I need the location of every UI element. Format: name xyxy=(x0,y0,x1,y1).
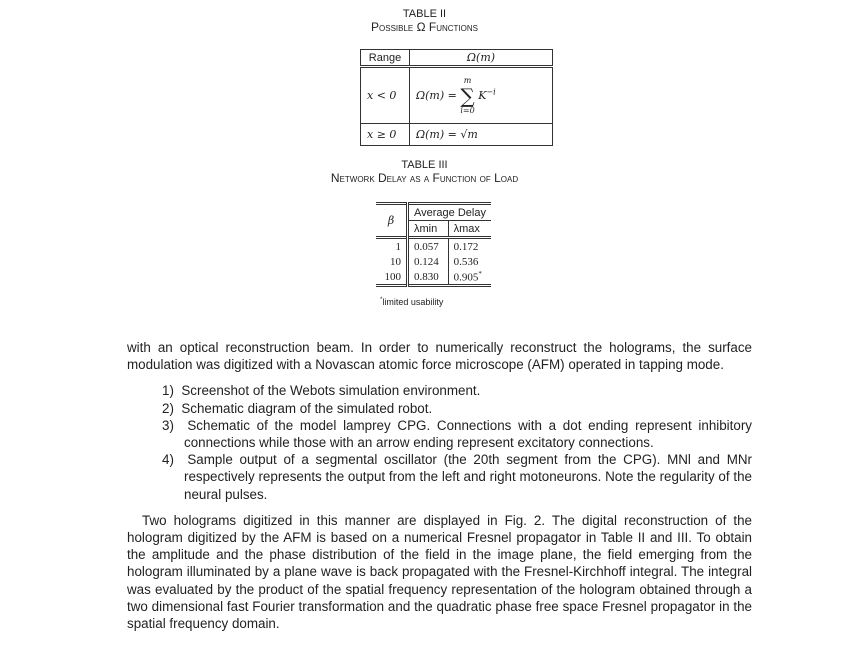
table2-title: Possible Ω Functions xyxy=(371,20,478,34)
cell: 0.830 xyxy=(408,269,449,286)
list-number: 1) xyxy=(162,383,182,399)
header-average-delay: Average Delay xyxy=(408,204,491,221)
list-number: 4) xyxy=(162,452,188,468)
formula-lhs: Ω(m) = xyxy=(416,88,461,102)
cell-value: 0.905 xyxy=(453,271,479,284)
list-number: 3) xyxy=(162,417,188,433)
sum-top: m xyxy=(463,75,472,85)
header-omega: Ω(m) xyxy=(410,50,553,67)
table-2 xyxy=(360,49,553,146)
cell: 0.124 xyxy=(408,254,449,269)
header-beta: β xyxy=(376,204,408,238)
table-3 xyxy=(376,202,491,287)
paragraph: with an optical reconstruction beam. In order to numerically reconstruct the holograms, the surface modulation was digitized with a Novascan atomic force microscope (AFM) operated in tapping mode. xyxy=(127,340,752,373)
list-item xyxy=(162,400,752,417)
table-footnote xyxy=(380,297,443,307)
sum-bottom: i=0 xyxy=(460,105,475,115)
cell: 0.172 xyxy=(453,240,479,253)
table3-label: TABLE III xyxy=(401,159,448,171)
exponent: −i xyxy=(486,86,496,96)
term: K xyxy=(478,88,487,102)
list-text: Schematic diagram of the simulated robot. xyxy=(181,400,433,416)
table-row xyxy=(376,269,491,286)
header-lambda-min: λmin xyxy=(408,221,449,238)
cell: 0.057 xyxy=(408,238,449,255)
formula-cell: Ω(m) = √m xyxy=(410,124,553,146)
cell: 1 xyxy=(376,238,408,255)
formula-cell xyxy=(410,67,553,124)
header-range: Range xyxy=(361,50,410,67)
figure-list xyxy=(127,382,752,502)
range-cell: x ≥ 0 xyxy=(361,124,410,146)
sum-sign: ∑ xyxy=(460,83,475,108)
body-text xyxy=(127,339,752,632)
list-text: Schematic of the model lamprey CPG. Connections with a dot ending represent inhibitory connections while those with an arrow ending represent excitatory connections. xyxy=(184,417,752,451)
list-item xyxy=(162,382,752,399)
cell: 100 xyxy=(376,269,408,286)
range-cell: x < 0 xyxy=(361,67,410,124)
footnote-text: limited usability xyxy=(382,297,444,307)
footnote-mark: * xyxy=(380,297,383,303)
list-text: Screenshot of the Webots simulation environment. xyxy=(181,383,481,399)
table3-title: Network Delay as a Function of Load xyxy=(330,171,519,185)
cell xyxy=(448,269,491,286)
footnote-mark: * xyxy=(478,269,482,278)
list-item xyxy=(162,451,752,503)
table2-label: TABLE II xyxy=(402,8,447,20)
cell: 0.536 xyxy=(453,255,479,268)
table-row xyxy=(376,254,491,269)
paragraph: Two holograms digitized in this manner are displayed in Fig. 2. The digital reconstruction of the hologram digitized by the AFM is based on a numerical Fresnel propagator in Table II and III. To obtain the amplitude and the phase distribution of the field in the image plane, the field emerging from the hologram illuminated by a plane wave is back propagated with the Fresnel-Kirchhoff integral. The integral was evaluated by the product of the spatial frequency representation of the hologram obtained through a two dimensional fast Fourier transformation and the quadratic phase free space Fresnel propagator in the spatial frequency domain. xyxy=(127,512,752,632)
list-number: 2) xyxy=(162,400,182,416)
list-text: Sample output of a segmental oscillator (the 20th segment from the CPG). MNl and MNr respectively represents the output from the left and right motoneurons. Note the regularity of the neural pulses. xyxy=(184,452,752,502)
list-item xyxy=(162,417,752,451)
header-lambda-max: λmax xyxy=(453,222,480,235)
table-row xyxy=(376,238,491,255)
cell: 10 xyxy=(376,254,408,269)
